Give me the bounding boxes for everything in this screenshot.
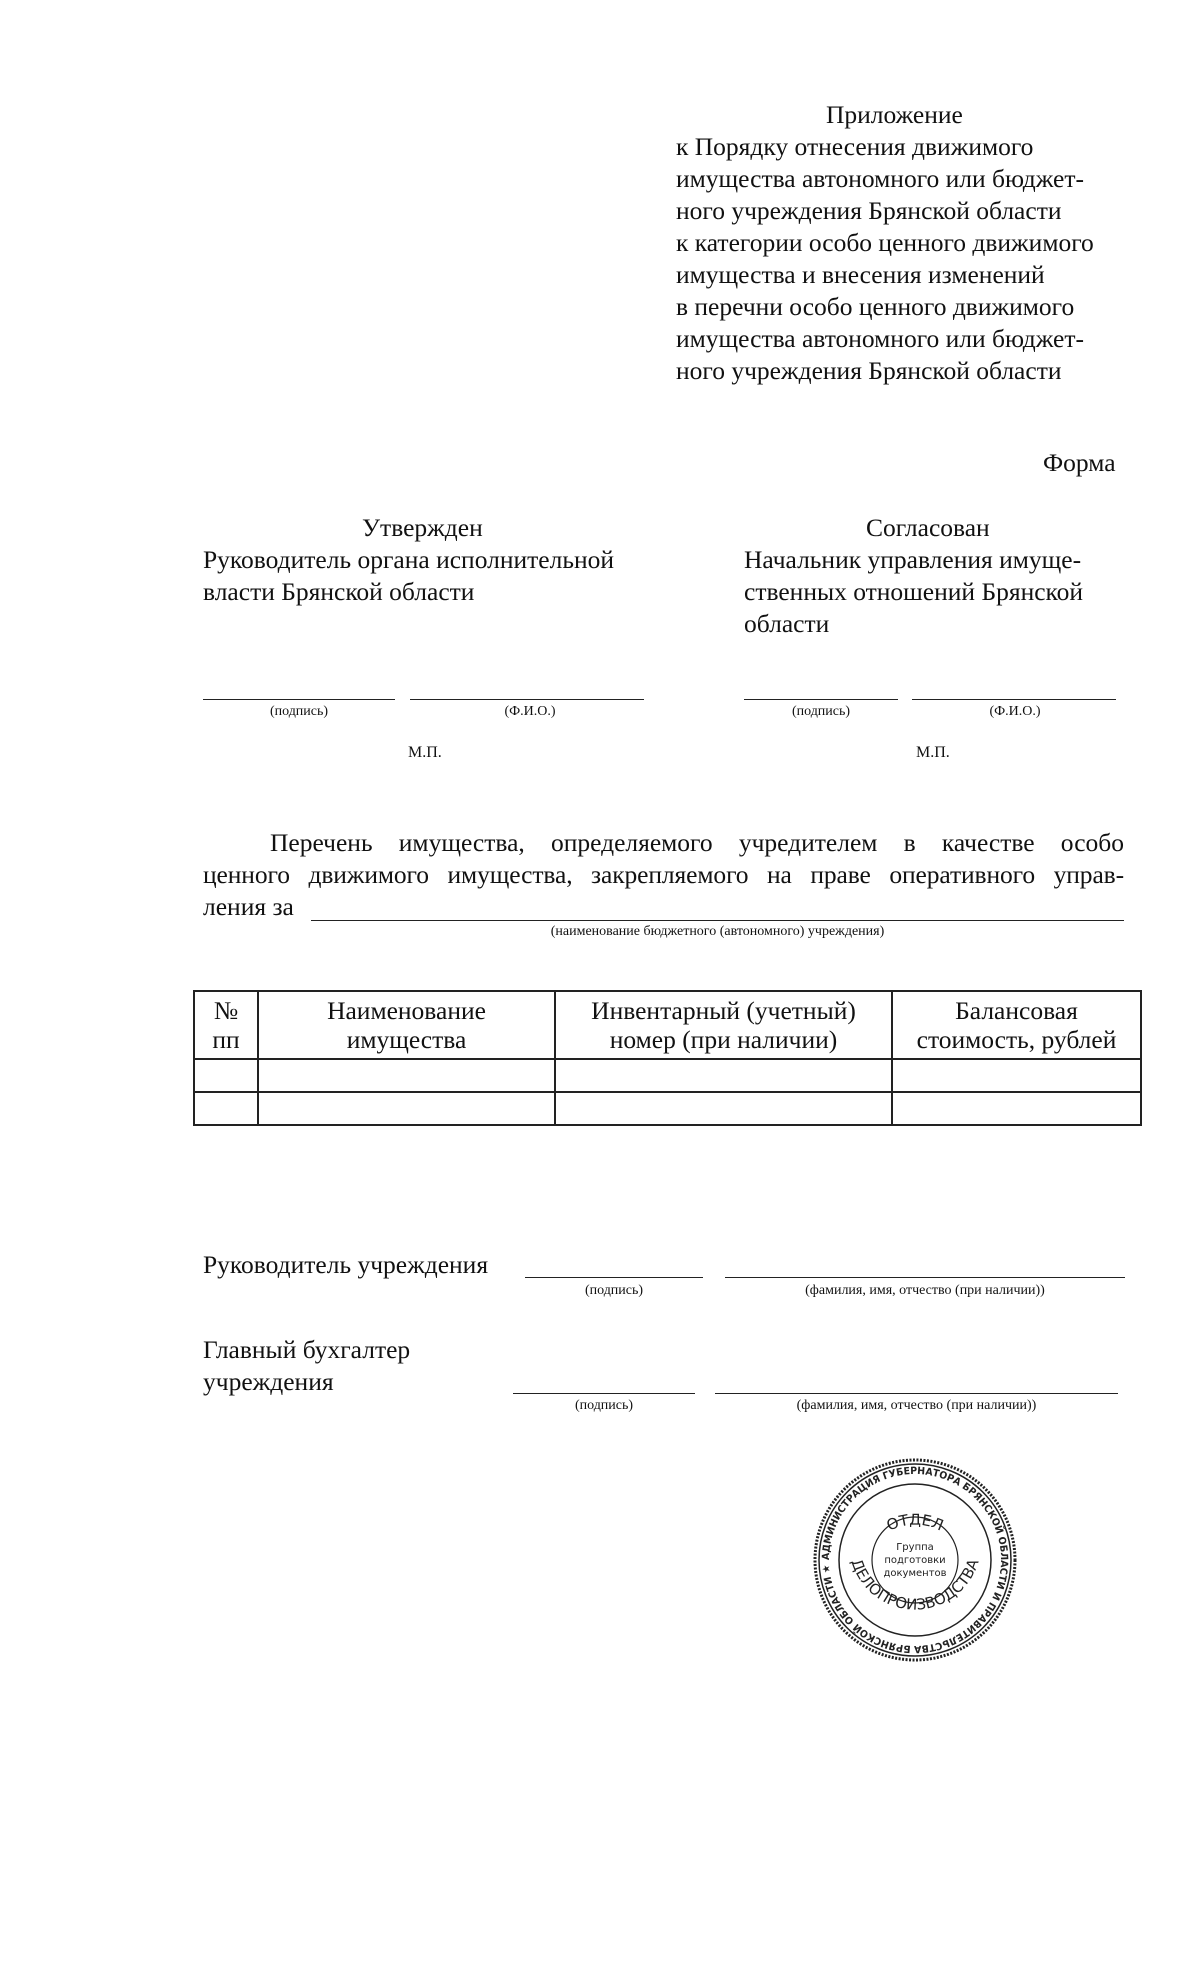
table-row [194,1092,1141,1125]
head-label: Руководитель учреждения [203,1250,489,1279]
head-name-line[interactable] [725,1277,1125,1278]
header-inventory: Инвентарный (учетный) номер (при наличии) [555,991,892,1059]
table-cell[interactable] [194,1092,258,1125]
seal-center-line2: подготовки [884,1555,946,1566]
agreed-stamp-place: М.П. [916,744,950,761]
approved-signature-line[interactable] [203,699,395,700]
agreed-sign-caption: (подпись) [791,704,851,719]
table-cell[interactable] [892,1092,1141,1125]
appendix-line: ного учреждения Брянской области [676,196,1062,225]
appendix-line: к категории особо ценного движимого [676,228,1094,257]
accountant-label-line1: Главный бухгалтер [203,1335,411,1364]
header-balance: Балансовая стоимость, рублей [892,991,1141,1059]
table-cell[interactable] [555,1059,892,1092]
approved-line2: власти Брянской области [203,577,475,606]
seal-center-line1: Группа [896,1542,934,1553]
appendix-line: имущества автономного или бюджет- [676,164,1084,193]
property-table [193,990,1142,1126]
agreed-line1: Начальник управления имуще- [744,545,1082,574]
seal-center-line3: документов [883,1568,947,1579]
table-cell[interactable] [555,1092,892,1125]
table-cell[interactable] [194,1059,258,1092]
seal-ring-text: АДМИНИСТРАЦИЯ ГУБЕРНАТОРА БРЯНСКОЙ ОБЛАСТИ И ПРАВИТЕЛЬСТВА БРЯНСКОЙ ОБЛАСТИ ★ [820,1465,1010,1655]
approved-sign-caption: (подпись) [269,704,329,719]
accountant-sign-caption: (подпись) [574,1398,634,1413]
header-number: № пп [194,991,258,1059]
agreed-line2: ственных отношений Брянской [744,577,1084,606]
form-label: Форма [1043,448,1116,477]
accountant-signature-line[interactable] [513,1393,695,1394]
appendix-title: Приложение [826,100,963,129]
agreed-heading: Согласован [866,513,990,542]
appendix-line: ного учреждения Брянской области [676,356,1062,385]
table-cell[interactable] [258,1059,555,1092]
accountant-label-line2: учреждения [203,1367,334,1396]
appendix-text [676,131,1094,387]
intro-line3: ления за [203,892,294,921]
table-header-row [194,991,1141,1059]
appendix-line: имущества автономного или бюджет- [676,324,1084,353]
table-cell[interactable] [258,1092,555,1125]
approved-line1: Руководитель органа исполнительной [203,545,614,574]
intro-line1: Перечень имущества, определяемого учредителем в качестве особо [270,828,1124,857]
head-name-caption: (фамилия, имя, отчество (при наличии)) [805,1283,1045,1298]
approved-name-caption: (Ф.И.О.) [504,704,556,719]
appendix-line: к Порядку отнесения движимого [676,132,1034,161]
head-sign-caption: (подпись) [584,1283,644,1298]
accountant-name-caption: (фамилия, имя, отчество (при наличии)) [796,1398,1037,1413]
approved-name-line[interactable] [410,699,644,700]
official-seal [810,1455,1020,1665]
table-row [194,1059,1141,1092]
head-signature-line[interactable] [525,1277,703,1278]
institution-name-line[interactable] [311,920,1124,921]
approved-heading: Утвержден [362,513,483,542]
institution-caption: (наименование бюджетного (автономного) учреждения) [550,924,885,939]
agreed-line3: области [744,609,830,638]
intro-line2: ценного движимого имущества, закрепляемого на праве оперативного управ- [203,860,1124,889]
header-name: Наименование имущества [258,991,555,1059]
agreed-name-line[interactable] [912,699,1116,700]
seal-dept-bottom: ДЕЛОПРОИЗВОДСТВА [847,1556,983,1614]
table-cell[interactable] [892,1059,1141,1092]
appendix-line: имущества и внесения изменений [676,260,1045,289]
appendix-line: в перечни особо ценного движимого [676,292,1075,321]
seal-dept-top: ОТДЕЛ [884,1510,947,1535]
agreed-name-caption: (Ф.И.О.) [989,704,1041,719]
approved-stamp-place: М.П. [408,744,442,761]
accountant-name-line[interactable] [715,1393,1118,1394]
agreed-signature-line[interactable] [744,699,898,700]
